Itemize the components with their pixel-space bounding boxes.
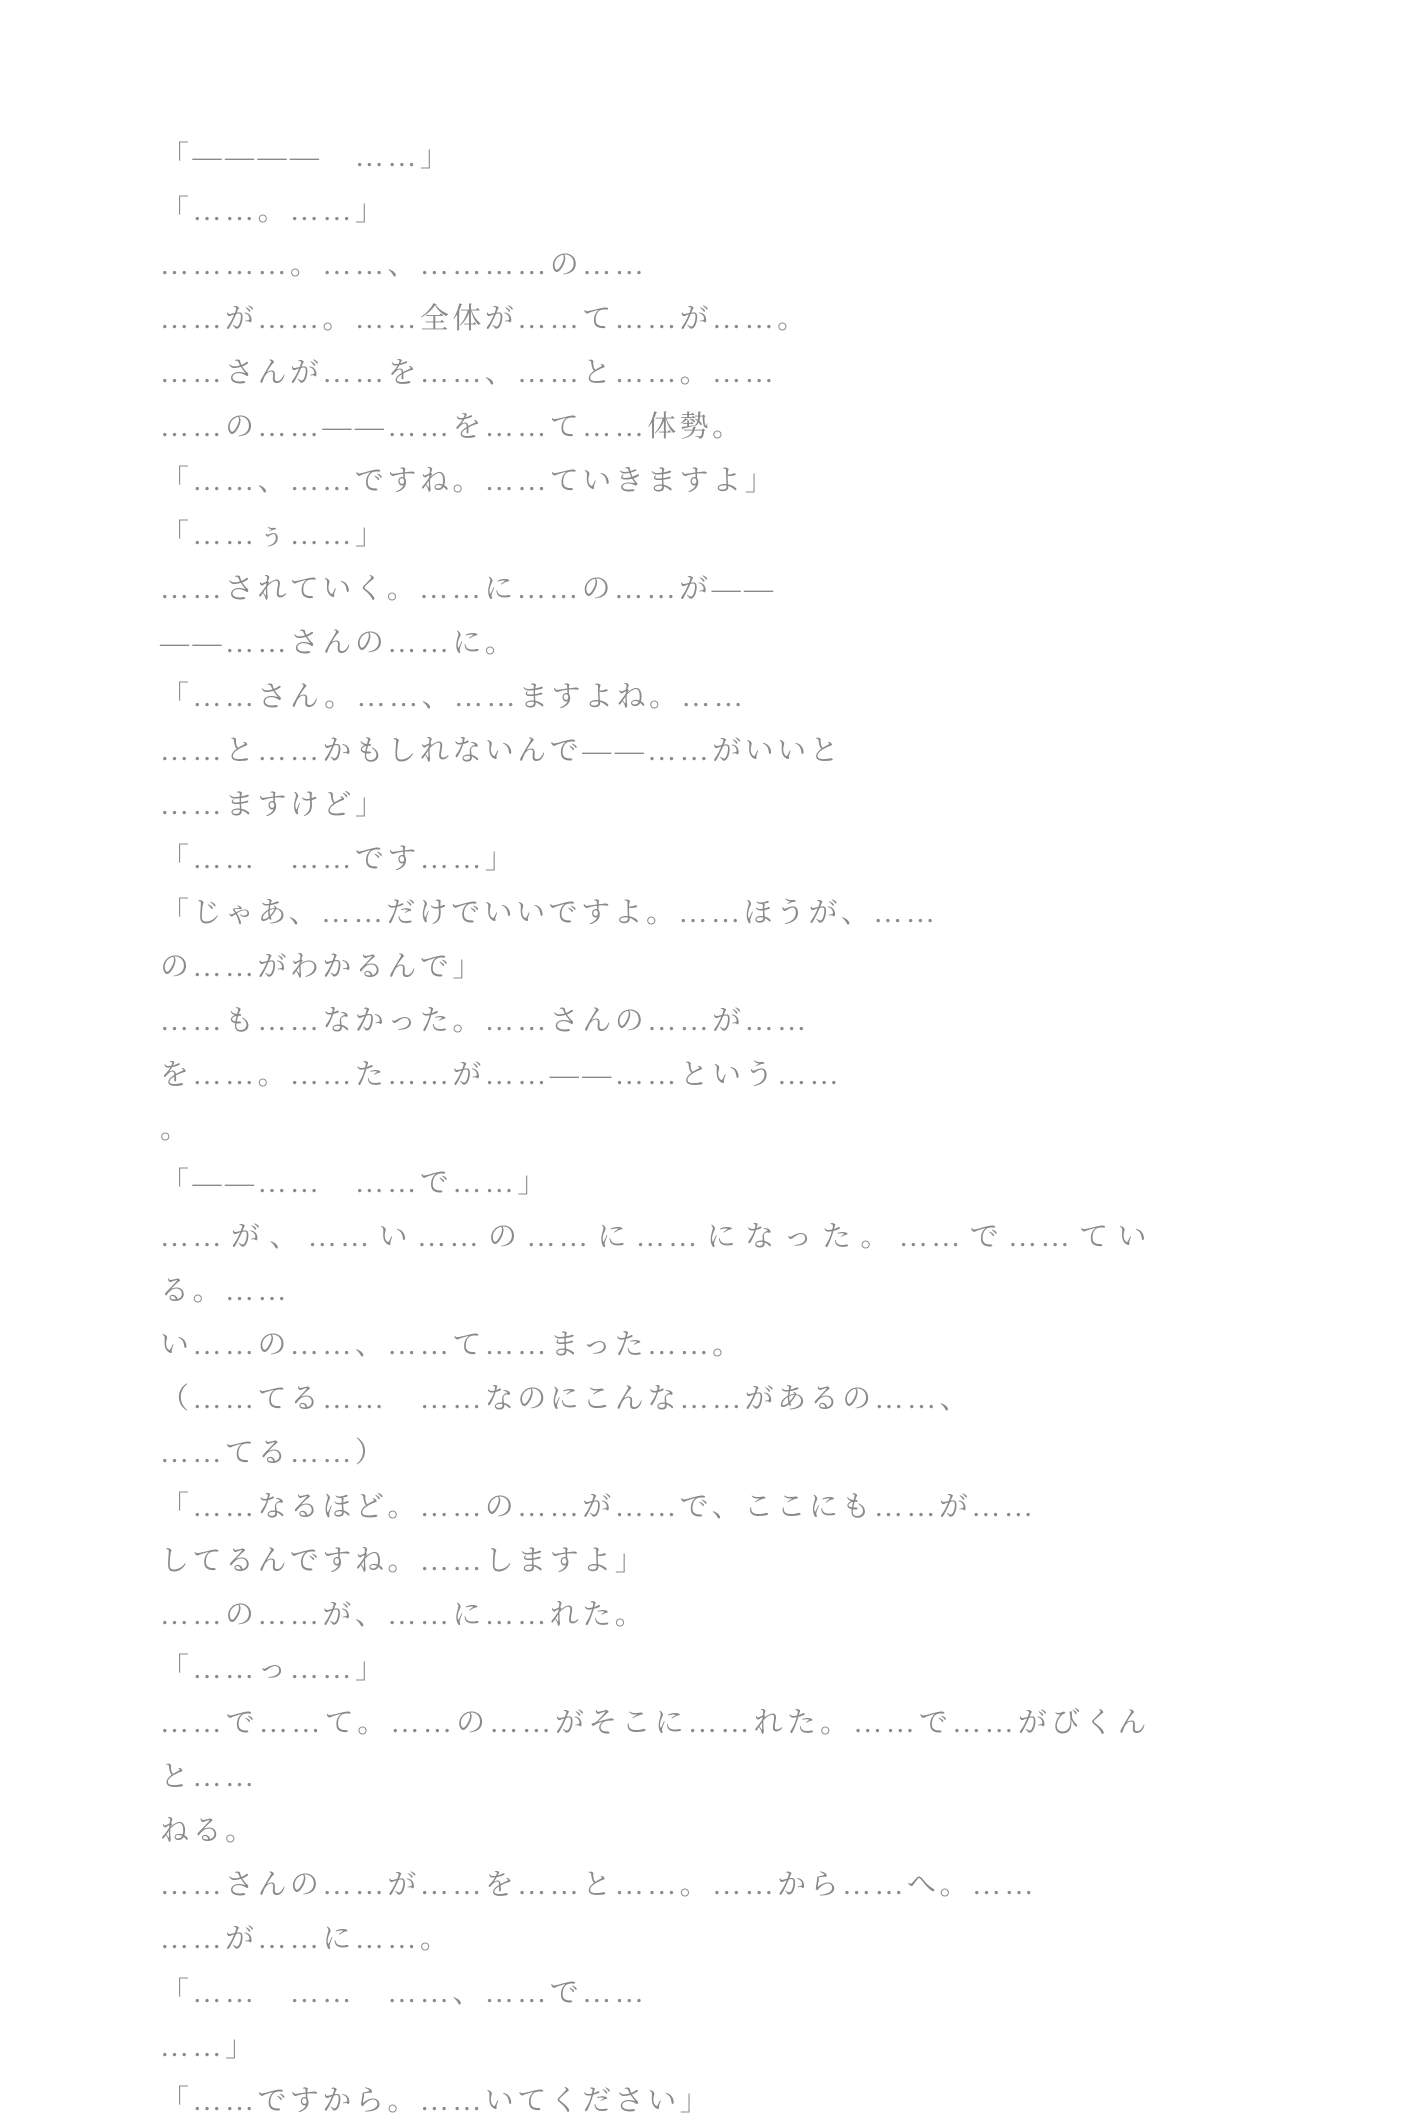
text-line: い……の……、……て……まった……。 (160, 1329, 745, 1361)
text-line: ねる。 (160, 1815, 258, 1847)
text-line: 「……っ……」 (160, 1653, 388, 1685)
text-line: ……されていく。……に……の……が―― (160, 573, 777, 605)
text-line: ……さんの……が……を……と……。……から……へ。…… (160, 1869, 1037, 1901)
text-line: ……の……が、……に……れた。 (160, 1599, 648, 1631)
text-line: ……てる……） (160, 1437, 388, 1469)
text-line: 「……。……」 (160, 195, 388, 227)
text-line: してるんですね。……しますよ」 (160, 1545, 648, 1577)
text-line: を……。……た……が……――……という…… (160, 1059, 843, 1091)
text-line: （……てる…… ……なのにこんな……があるの……、 (160, 1383, 973, 1415)
text-line: 「じゃあ、……だけでいいですよ。……ほうが、…… (160, 897, 939, 929)
text-line: 「――…… ……で……」 (160, 1167, 550, 1199)
text-line: 。 (160, 1113, 193, 1145)
text-line: 「……、……ですね。……ていきますよ」 (160, 465, 778, 497)
text-line: 「……さん。……、……ますよね。…… (160, 681, 747, 713)
text-line: ……ますけど」 (160, 789, 388, 821)
text-line: 「……なるほど。……の……が……で、ここにも……が…… (160, 1491, 1037, 1523)
text-line: 「…… …… ……、……で…… (160, 1977, 648, 2009)
text-line: ……が……。……全体が……て……が……。 (160, 303, 810, 335)
text-line: 「……ぅ……」 (160, 519, 388, 551)
text-line: ……の……――……を……て……体勢。 (160, 411, 745, 443)
text-line: …………。……、…………の…… (160, 249, 648, 281)
text-line: ――……さんの……に。 (160, 627, 518, 659)
text-line: ……も……なかった。……さんの……が…… (160, 1005, 810, 1037)
text-line: 「…… ……です……」 (160, 843, 518, 875)
text-line: ……と……かもしれないんで――……がいいと (160, 735, 843, 767)
text-line: ……さんが……を……、……と……。…… (160, 357, 778, 389)
text-line: 「……ですから。……いてください」 (160, 2085, 713, 2117)
text-line: ……」 (160, 2031, 258, 2063)
text-line: ……で……て。……の……がそこに……れた。……で……がびくんと…… (160, 1707, 1150, 1793)
text-line: 「―――― ……」 (160, 141, 453, 173)
text-line: の……がわかるんで」 (160, 951, 485, 983)
body-text (160, 130, 1150, 2128)
text-line: ……が……に……。 (160, 1923, 453, 1955)
text-line: ……が、……い……の……に……になった。……で……ている。…… (160, 1221, 1150, 1307)
